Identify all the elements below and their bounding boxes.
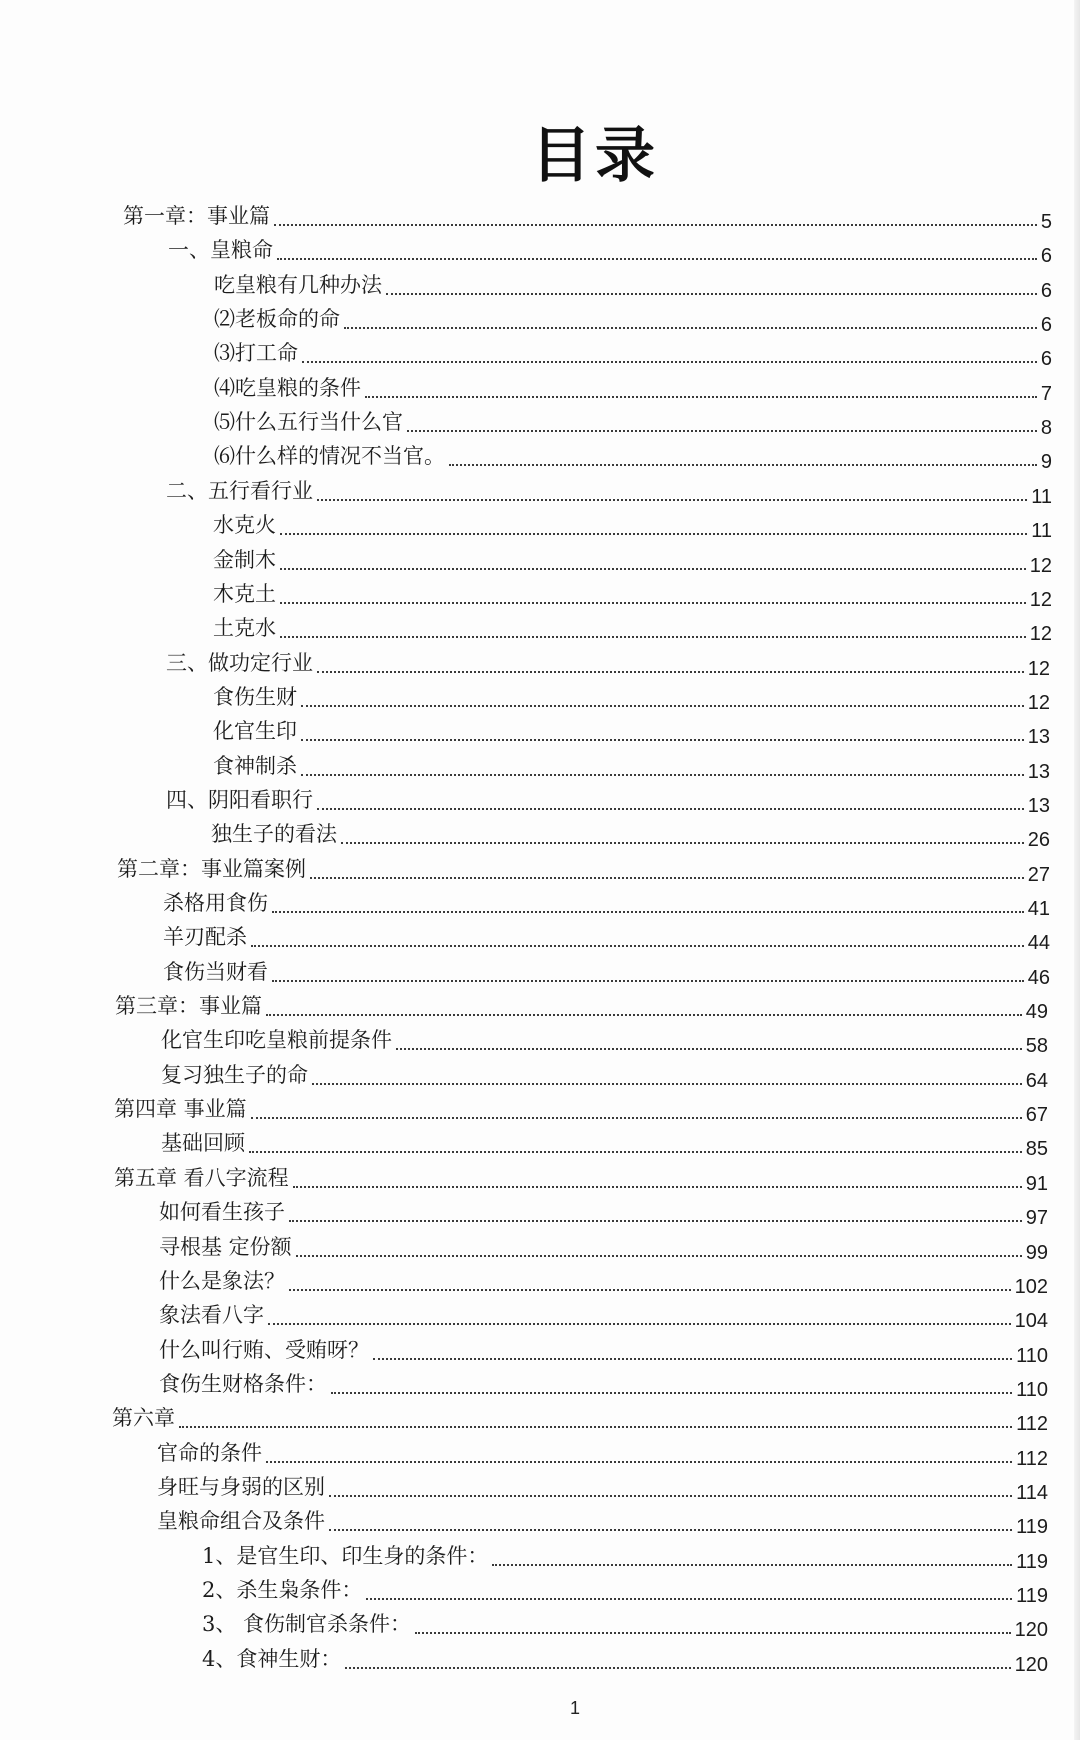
- toc-entry-label: 皇粮命组合及条件: [157, 1509, 325, 1534]
- toc-entry-page-number: 5: [1040, 211, 1052, 233]
- toc-entry: [159, 1225, 1048, 1264]
- dot-leader: [272, 980, 1024, 982]
- toc-entry-page-number: 67: [1025, 1104, 1048, 1127]
- page-title: 目录: [531, 121, 659, 191]
- dot-leader: [373, 1358, 1012, 1360]
- toc-entry-page-number: 27: [1027, 863, 1050, 886]
- toc-entry-page-number: 13: [1027, 760, 1050, 783]
- toc-entry-page-number: 13: [1027, 726, 1050, 749]
- toc-entry-label: 复习独生子的命: [161, 1062, 308, 1087]
- dot-leader: [289, 1289, 1011, 1291]
- dot-leader: [301, 739, 1024, 741]
- toc-entry-page-number: 12: [1029, 623, 1052, 646]
- toc-entry-page-number: 12: [1027, 657, 1050, 680]
- toc-entry-page-number: 6: [1040, 245, 1052, 268]
- dot-leader: [317, 808, 1024, 810]
- toc-entry-label: 木克土: [213, 581, 276, 606]
- toc-entry-label: 官命的条件: [157, 1440, 262, 1465]
- dot-leader: [277, 258, 1037, 260]
- toc-entry-label: 杀格用食伤: [163, 891, 268, 915]
- dot-leader: [302, 361, 1037, 363]
- toc-entry-label: 羊刃配杀: [163, 925, 247, 950]
- toc-entry: [213, 538, 1052, 577]
- toc-entry: [214, 331, 1052, 371]
- toc-entry-label: ⑵老板命的命: [214, 307, 340, 332]
- dot-leader: [249, 1151, 1022, 1153]
- dot-leader: [289, 1220, 1022, 1222]
- dot-leader: [251, 1117, 1022, 1119]
- toc-entry-page-number: 64: [1025, 1069, 1048, 1092]
- dot-leader: [280, 602, 1026, 604]
- toc-entry-page-number: 97: [1025, 1207, 1048, 1230]
- dot-leader: [272, 911, 1024, 913]
- toc-entry-label: ⑸什么五行当什么官: [214, 410, 403, 435]
- toc-entry: [213, 744, 1050, 783]
- dot-leader: [179, 1426, 1012, 1428]
- toc-entry: [214, 366, 1052, 405]
- toc-entry-label: 如何看生孩子: [159, 1200, 285, 1225]
- toc-entry-page-number: 6: [1040, 279, 1052, 302]
- toc-entry-label: 第二章：事业篇案例: [117, 856, 306, 881]
- toc-entry-label: 食神制杀: [213, 753, 297, 778]
- toc-entry-label: 1、是官生印、印生身的条件：: [202, 1543, 489, 1568]
- dot-leader: [280, 636, 1026, 638]
- toc-entry: [157, 1431, 1048, 1470]
- toc-entry: [213, 572, 1052, 611]
- toc-entry: [166, 778, 1050, 817]
- toc-entry-label: 什么是象法？: [159, 1268, 285, 1293]
- toc-entry: [202, 1568, 1048, 1607]
- toc-entry-page-number: 119: [1016, 1516, 1048, 1539]
- dot-leader: [396, 1048, 1022, 1050]
- toc-entry: [161, 1053, 1048, 1092]
- toc-entry-page-number: 99: [1025, 1241, 1048, 1264]
- dot-leader: [301, 774, 1024, 776]
- dot-leader: [365, 396, 1037, 398]
- toc-entry: [159, 1362, 1048, 1401]
- toc-entry-page-number: 112: [1016, 1413, 1048, 1436]
- toc-entry: [157, 1465, 1048, 1504]
- dot-leader: [331, 1392, 1012, 1394]
- toc-entry-page-number: 6: [1040, 314, 1052, 337]
- toc-entry-label: 4、食神生财：: [202, 1646, 342, 1671]
- toc-entry-label: 基础回顾: [161, 1131, 245, 1156]
- dot-leader: [329, 1529, 1012, 1531]
- dot-leader: [266, 1461, 1012, 1463]
- toc-entry-label: 第一章：事业篇: [123, 204, 270, 228]
- dot-leader: [280, 568, 1026, 570]
- toc-entry-label: 一、皇粮命: [168, 238, 273, 263]
- dot-leader: [366, 1598, 1012, 1600]
- toc-entry-label: 3、 食伤制官杀条件：: [202, 1612, 412, 1637]
- toc-entry-page-number: 110: [1016, 1344, 1048, 1367]
- toc-entry: [115, 984, 1048, 1024]
- toc-entry-label: 水克火: [213, 513, 276, 538]
- dot-leader: [268, 1323, 1011, 1325]
- page-edge-shadow: [1074, 0, 1080, 1740]
- toc-entry-label: 食伤生财: [213, 684, 297, 709]
- dot-leader: [415, 1632, 1011, 1634]
- toc-entry-page-number: 120: [1014, 1653, 1048, 1676]
- toc-entry-page-number: 12: [1029, 554, 1052, 577]
- toc-entry: [214, 400, 1052, 440]
- toc-entry-label: 吃皇粮有几种办法: [214, 272, 382, 297]
- toc-entry-label: 化官生印吃皇粮前提条件: [161, 1028, 392, 1053]
- toc-entry-page-number: 119: [1016, 1550, 1048, 1573]
- toc-entry-page-number: 11: [1031, 485, 1052, 508]
- toc-entry-page-number: 26: [1027, 829, 1050, 852]
- toc-entry-label: ⑶打工命: [214, 341, 298, 366]
- dot-leader: [296, 1255, 1022, 1257]
- toc-entry-page-number: 41: [1027, 898, 1050, 920]
- toc-entry: [112, 1396, 1048, 1436]
- toc-entry-label: 二、五行看行业: [166, 478, 313, 503]
- toc-entry-label: 金制木: [213, 547, 276, 572]
- toc-entry-label: 身旺与身弱的区别: [157, 1474, 325, 1499]
- toc-entry-label: 第三章：事业篇: [115, 994, 262, 1019]
- toc-entry-label: 化官生印: [213, 719, 297, 744]
- dot-leader: [341, 842, 1024, 844]
- toc-entry-page-number: 58: [1025, 1035, 1048, 1058]
- toc-entry-label: 独生子的看法: [211, 822, 337, 847]
- toc-entry: [159, 1293, 1048, 1333]
- toc-entry: [123, 194, 1052, 233]
- toc-entry-label: ⑹什么样的情况不当官。: [214, 444, 445, 469]
- toc-entry-label: 什么叫行贿、受贿呀？: [159, 1337, 369, 1362]
- toc-entry-page-number: 44: [1027, 932, 1050, 955]
- dot-leader: [310, 877, 1024, 879]
- toc-entry: [168, 228, 1052, 268]
- toc-entry-label: ⑷吃皇粮的条件: [214, 375, 361, 400]
- toc-entry: [214, 297, 1052, 337]
- toc-entry-page-number: 12: [1029, 588, 1052, 611]
- toc-entry: [163, 950, 1050, 989]
- footer-page-number: 1: [569, 1698, 580, 1718]
- toc-entry-label: 象法看八字: [159, 1303, 264, 1328]
- dot-leader: [312, 1083, 1022, 1085]
- toc-entry-page-number: 11: [1031, 520, 1052, 543]
- toc-entry: [213, 709, 1050, 749]
- toc-entry-label: 食伤生财格条件：: [159, 1371, 327, 1396]
- toc-entry-page-number: 119: [1016, 1585, 1048, 1607]
- toc-entry: [161, 1018, 1048, 1058]
- toc-entry: [213, 675, 1050, 714]
- toc-entry-label: 第六章: [112, 1406, 175, 1431]
- toc-entry-page-number: 46: [1027, 966, 1050, 989]
- dot-leader: [293, 1186, 1022, 1188]
- toc-entry-label: 四、阴阳看职行: [166, 787, 313, 812]
- toc-entry-page-number: 112: [1016, 1447, 1048, 1470]
- toc-entry-page-number: 12: [1027, 691, 1050, 714]
- toc-entry: [214, 434, 1052, 474]
- toc-entry-label: 食伤当财看: [163, 959, 268, 984]
- toc-entry-label: 土克水: [213, 616, 276, 641]
- toc-entry: [213, 503, 1052, 543]
- toc-entry: [159, 1190, 1048, 1230]
- dot-leader: [251, 945, 1024, 947]
- toc-entry: [163, 881, 1050, 920]
- toc-entry-page-number: 6: [1040, 348, 1052, 371]
- toc-entry-page-number: 120: [1014, 1619, 1048, 1642]
- toc-entry: [202, 1602, 1048, 1642]
- toc-entry: [202, 1534, 1048, 1573]
- toc-entry: [117, 847, 1050, 886]
- dot-leader: [345, 1667, 1010, 1669]
- toc-entry-page-number: 49: [1025, 1001, 1048, 1024]
- toc-entry: [202, 1637, 1048, 1676]
- toc-entry-label: 寻根基 定份额: [159, 1234, 292, 1259]
- dot-leader: [274, 224, 1037, 226]
- toc-entry: [114, 1156, 1048, 1195]
- toc-entry-page-number: 8: [1040, 417, 1052, 440]
- toc-entry-page-number: 9: [1040, 451, 1052, 474]
- toc-entry: [161, 1121, 1048, 1161]
- toc-entry: [166, 641, 1050, 680]
- toc-entry: [159, 1259, 1048, 1298]
- dot-leader: [344, 327, 1037, 329]
- toc-entry-page-number: 7: [1040, 382, 1052, 405]
- toc-entry: [166, 469, 1052, 508]
- dot-leader: [407, 430, 1037, 432]
- toc-entry: [211, 812, 1050, 852]
- toc-entry-label: 三、做功定行业: [166, 650, 313, 675]
- toc-entry-page-number: 13: [1027, 794, 1050, 817]
- toc-entry-page-number: 102: [1014, 1275, 1048, 1298]
- dot-leader: [492, 1564, 1012, 1566]
- toc-entry-page-number: 110: [1016, 1378, 1048, 1401]
- dot-leader: [280, 533, 1027, 535]
- toc-entry-page-number: 114: [1016, 1481, 1048, 1504]
- dot-leader: [266, 1014, 1022, 1016]
- toc-entry: [157, 1499, 1048, 1539]
- toc-entry: [214, 263, 1052, 302]
- toc-entry-page-number: 91: [1025, 1172, 1048, 1195]
- toc-entry: [163, 915, 1050, 955]
- toc-entry-page-number: 104: [1014, 1310, 1048, 1333]
- dot-leader: [386, 293, 1037, 295]
- toc-entry: [114, 1087, 1048, 1127]
- toc-entry-label: 第五章 看八字流程: [114, 1165, 289, 1190]
- dot-leader: [329, 1495, 1012, 1497]
- dot-leader: [449, 464, 1037, 466]
- toc-entry: [159, 1328, 1048, 1367]
- toc-entry-label: 第四章 事业篇: [114, 1097, 247, 1122]
- dot-leader: [301, 705, 1024, 707]
- toc-entry: [213, 606, 1052, 646]
- toc-entry-page-number: 85: [1025, 1138, 1048, 1161]
- dot-leader: [317, 499, 1027, 501]
- toc-entry-label: 2、杀生枭条件：: [202, 1578, 363, 1602]
- dot-leader: [317, 671, 1024, 673]
